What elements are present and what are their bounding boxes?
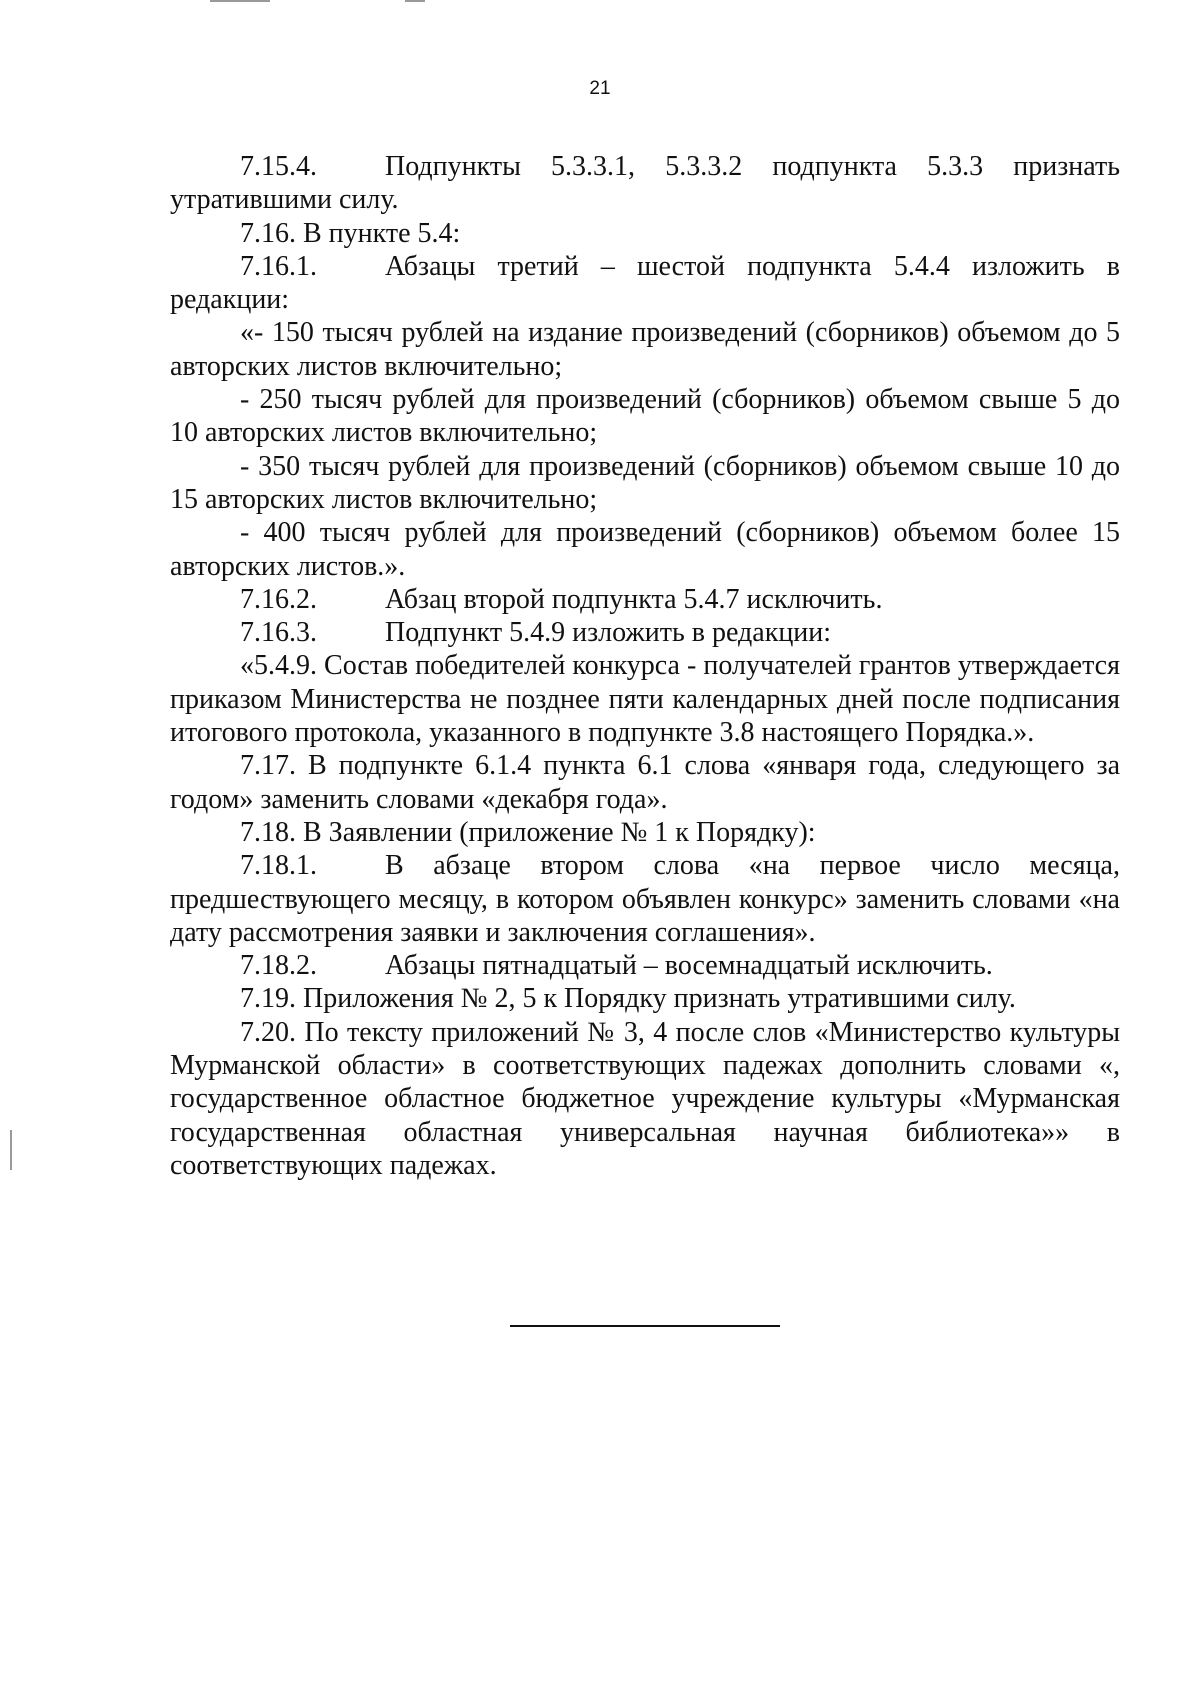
- paragraph-7-17: 7.17. В подпункте 6.1.4 пункта 6.1 слова «января года, следующего за годом» заменить словами «декабря года».: [170, 750, 1120, 815]
- document-body: [170, 150, 1120, 1182]
- paragraph-7-20: 7.20. По тексту приложений № 3, 4 после слов «Министерство культуры Мурманской области» в соответствующих падежах дополнить словами «, государственное областное бюджетное учреждение культуры «Мурманская государственная областная универсальная научная библиотека»» в соответствующих падежах.: [170, 1016, 1120, 1181]
- paragraph-quote-250: - 250 тысяч рублей для произведений (сборников) объемом свыше 5 до 10 авторских листов включительно;: [170, 384, 1120, 449]
- paragraph-quote-150: «- 150 тысяч рублей на издание произведений (сборников) объемом до 5 авторских листов включительно;: [170, 317, 1120, 382]
- paragraph-7-19: 7.19. Приложения № 2, 5 к Порядку признать утратившими силу.: [240, 983, 1016, 1015]
- paragraph-7-18-1: [170, 849, 1120, 949]
- paragraph-text: Абзацы третий – шестой подпункта 5.4.4 изложить в редакции:: [170, 250, 1120, 316]
- paragraph-text: Абзац второй подпункта 5.4.7 исключить.: [385, 583, 883, 615]
- paragraph-text: В абзаце втором слова «на первое число месяца, предшествующего месяцу, в котором объявлен конкурс» заменить словами «на дату рассмотрения заявки и заключения соглашения».: [170, 850, 1120, 948]
- paragraph-quote-350: - 350 тысяч рублей для произведений (сборников) объемом свыше 10 до 15 авторских листов включительно;: [170, 450, 1120, 515]
- item-number: 7.15.4.: [240, 151, 317, 182]
- paragraph-7-16-2: [170, 583, 1120, 616]
- scan-artifact-top-1: [210, 0, 270, 2]
- paragraph-7-18-2: [170, 949, 1120, 982]
- paragraph-quote-5-4-9: «5.4.9. Состав победителей конкурса - получателей грантов утверждается приказом Министерства не позднее пяти календарных дней после подписания итогового протокола, указанного в подпункте 3.8 настоящего Порядка.».: [170, 650, 1120, 749]
- paragraph-7-18: 7.18. В Заявлении (приложение № 1 к Порядку):: [240, 816, 816, 848]
- item-number: 7.18.2.: [240, 950, 317, 982]
- scan-artifact-top-2: [405, 0, 425, 2]
- item-number: 7.16.1.: [240, 250, 317, 282]
- paragraph-7-16-3: [170, 616, 1120, 649]
- paragraph-text: Абзацы пятнадцатый – восемнадцатый исключить.: [385, 950, 993, 982]
- paragraph-text: Подпункты 5.3.3.1, 5.3.3.2 подпункта 5.3.3 признать утратившими силу.: [170, 151, 1120, 216]
- item-number: 7.18.1.: [240, 850, 317, 882]
- paragraph-7-16-1: [170, 250, 1120, 317]
- paragraph-quote-400: - 400 тысяч рублей для произведений (сборников) объемом более 15 авторских листов.».: [170, 517, 1120, 582]
- end-of-document-rule: [510, 1325, 780, 1327]
- item-number: 7.16.3.: [240, 617, 317, 649]
- paragraph-7-15-4: [170, 150, 1120, 217]
- paragraph-text: Подпункт 5.4.9 изложить в редакции:: [385, 617, 832, 649]
- scan-artifact-left: [10, 1130, 12, 1170]
- item-number: 7.16.2.: [240, 583, 317, 615]
- paragraph-7-16: 7.16. В пункте 5.4:: [240, 217, 461, 249]
- page-number: 21: [589, 78, 611, 99]
